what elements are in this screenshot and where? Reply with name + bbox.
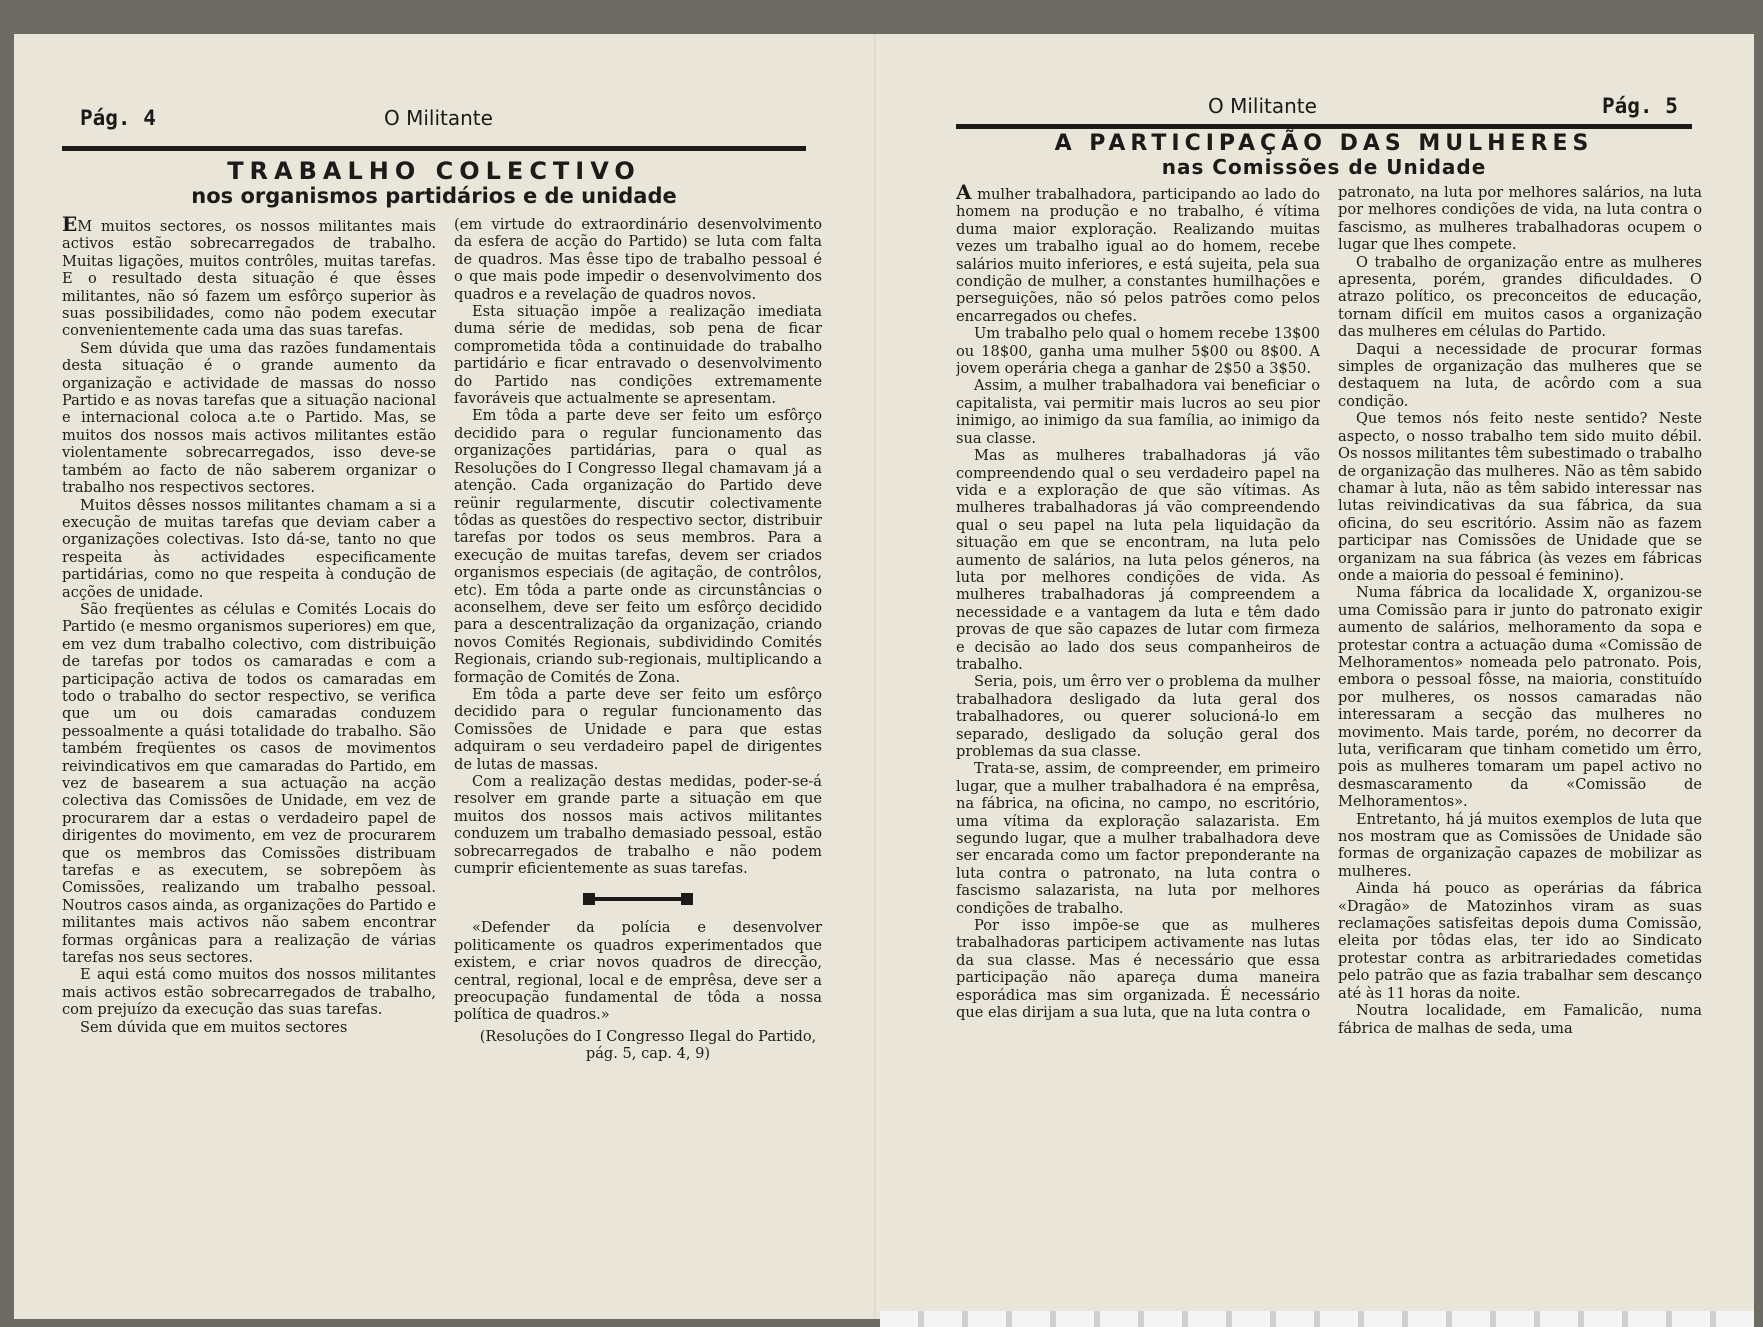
right-col2-paragraph: Entretanto, há já muitos exemplos de luta que nos mostram que as Comissões de Unidade são formas de organização capazes de mobilizar as mulheres. [1338, 810, 1702, 880]
newspaper-spread [14, 34, 1754, 1319]
left-article-body [62, 216, 832, 1296]
left-col1-paragraph: E aqui está como muitos dos nossos militantes mais activos estão sobrecarregados de trabalho, com prejuízo da execução das suas tarefas. [62, 966, 436, 1019]
left-page-number: Pág. 4 [80, 106, 156, 130]
right-col1-paragraph: Assim, a mulher trabalhadora vai beneficiar o capitalista, vai permitir mais lucros ao seu pior inimigo, ao inimigo da sua família, ao inimigo da sua classe. [956, 377, 1320, 447]
quote-text: «Defender da polícia e desenvolver politicamente os quadros experimentados que existem, e criar novos quadros de direcção, central, regional, local e de emprêsa, deve ser a preocupação fundamental de tôda a nossa política de quadros.» [454, 919, 822, 1024]
left-col1-paragraph: Sem dúvida que em muitos sectores [80, 1018, 348, 1036]
right-col2-paragraph: Noutra localidade, em Famalicão, numa fábrica de malhas de seda, uma [1338, 1002, 1702, 1037]
right-col1-paragraph: mulher trabalhadora, participando ao lado do homem na produção e no trabalho, é vítima duma maior exploração. Realizando muitas vezes um trabalho igual ao do homem, recebe salários muito inferiores, e está sujeita, pela sua condição de mulher, a constantes humilhações e perseguições, não só pelos patrões como pelos encarregados ou chefes. [956, 186, 1320, 325]
left-column-2 [454, 216, 822, 1296]
scan-calibration-strip [880, 1311, 1754, 1327]
left-col2-paragraph: Em tôda a parte deve ser feito um esfôrço decidido para o regular funcionamento das Comissões de Unidade e para que estas adquiram o seu verdadeiro papel de dirigentes de lutas de massas. [454, 685, 822, 773]
left-col2-paragraph: Com a realização destas medidas, poder-se-á resolver em grande parte a situação em que muitos dos nossos mais activos militantes conduzem um trabalho demasiado pessoal, estão sobrecarregados de trabalho e não podem cumprir eficientemente as suas tarefas. [454, 773, 822, 878]
right-article-subtitle: nas Comissões de Unidade [1161, 155, 1487, 179]
right-col1-paragraph: Um trabalho pelo qual o homem recebe 13$00 ou 18$00, ganha uma mulher 5$00 ou 8$00. A jovem operária chega a ganhar de 2$50 a 3$50. [956, 325, 1320, 378]
left-col1-paragraph: São freqüentes as células e Comités Locais do Partido (e mesmo organismos superiores) em que, em vez dum trabalho colectivo, com distribuição de tarefas por todos os camaradas e com a participação activa de todos os camaradas em todo o trabalho do sector respectivo, se verifica que um ou dois camaradas conduzem pessoalmente a quási totalidade do trabalho. São também freqüentes os casos de movimentos reivindicativos em que camaradas do Partido, em vez de basearem a sua actuação na acção colectiva das Comissões de Unidade, em vez de procurarem dar a estas o verdadeiro papel de dirigentes do movimento, em vez de procurarem que os membros das Comissões distribuam tarefas e as executem, se sobrepõem às Comissões, realizando um trabalho pessoal. Noutros casos ainda, as organizações do Partido e militantes mais activos não sabem encontrar formas orgânicas para a realização de várias tarefas nos seus sectores. [62, 600, 436, 967]
right-col2-paragraph: Daqui a necessidade de procurar formas simples de organização das mulheres que se destaquem na luta, de acôrdo com a sua condição. [1338, 340, 1702, 410]
right-col2-paragraph: O trabalho de organização entre as mulheres apresenta, porém, grandes dificuldades. O atrazo político, os preconceitos de educação, tornam difícil em muitos casos a organização das mulheres em células do Partido. [1338, 253, 1702, 341]
left-paper-name: O Militante [384, 106, 493, 130]
quote-citation: (Resoluções do I Congresso Ilegal do Partido, pág. 5, cap. 4, 9) [479, 1027, 817, 1063]
left-header-rule [62, 146, 806, 151]
left-article-subtitle: nos organismos partidários e de unidade [191, 184, 677, 208]
right-col1-paragraph: Trata-se, assim, de compreender, em primeiro lugar, que a mulher trabalhadora é na emprêsa, na fábrica, na oficina, no campo, no escritório, uma vítima da exploração salazarista. Em segundo lugar, que a mulher trabalhadora deve ser encarada como um factor preponderante na luta contra o patronato, na luta contra o fascismo salazarista, na luta por melhores condições de trabalho. [956, 760, 1320, 917]
right-col2-paragraph: Numa fábrica da localidade X, organizou-se uma Comissão para ir junto do patronato exigir aumento de salários, melhoramento da sopa e protestar contra a actuação duma «Comissão de Melhoramentos» nomeada pelo patronato. Pois, embora o pessoal fôsse, na maioria, constituído por mulheres, os nossos camaradas não interessaram a secção das mulheres no movimento. Mais tarde, porém, no decorrer da luta, verificaram que tinham cometido um êrro, pois as mulheres tomaram um papel activo no desmascaramento da «Comissão de Melhoramentos». [1338, 584, 1702, 811]
left-drop-cap: E [62, 216, 78, 236]
right-col2-paragraph: patronato, na luta por melhores salários, na luta por melhores condições de vida, na luta contra o fascismo, as mulheres trabalhadoras ocupem o lugar que lhes compete. [1338, 184, 1702, 254]
ornament-separator [454, 893, 822, 905]
right-article-heading [956, 132, 1692, 179]
left-col1-paragraph: Sem dúvida que uma das razões fundamentais desta situação é o grande aumento da organização e actividade de massas do nosso Partido e as novas tarefas que a situação nacional e internacional coloca a.te o Partido. Mas, se muitos dos nossos mais activos militantes estão violentamente sobrecarregados, isso deve-se também ao facto de não saberem organizar o trabalho nos respectivos sectores. [62, 339, 436, 497]
left-col1-paragraph: Muitos dêsses nossos militantes chamam a si a execução de muitas tarefas que deviam caber a organizações colectivas. Isto dá-se, tanto no que respeita às actividades especificamente partidárias, como no que respeita à condução de acções de unidade. [62, 496, 436, 601]
right-col1-paragraph: Por isso impõe-se que as mulheres trabalhadoras participem activamente nas lutas da sua classe. Mas é necessário que essa participação não apareça duma maneira esporádica mas sim organizada. É necessário que elas dirijam a sua luta, que na luta contra o [956, 917, 1320, 1022]
left-article-title: TRABALHO COLECTIVO [227, 157, 641, 185]
right-paper-name: O Militante [1208, 94, 1317, 118]
right-article-body [956, 184, 1716, 1264]
right-column-2 [1338, 184, 1702, 1264]
right-column-1 [956, 184, 1320, 1264]
right-col2-paragraph: Ainda há pouco as operárias da fábrica «Dragão» de Matozinhos viram as suas reclamações satisfeitas depois duma Comissão, eleita por tôdas elas, ter ido ao Sindicato protestar contra as arbitrariedades cometidas pelo patrão que as fazia trabalhar sem descanço até às 11 horas da noite. [1338, 880, 1702, 1002]
right-page [876, 34, 1754, 1319]
right-col1-paragraph: Seria, pois, um êrro ver o problema da mulher trabalhadora desligado da luta geral dos trabalhadores, ou querer solucioná-lo em separado, desligado da solução geral dos problemas da sua classe. [956, 673, 1320, 760]
right-page-number: Pág. 5 [1602, 94, 1678, 118]
right-header-rule [956, 124, 1692, 129]
left-col2-paragraph: Esta situação impõe a realização imediata duma série de medidas, sob pena de ficar comprometida tôda a continuidade do trabalho partidário e ficar entravado o desenvolvimento do Partido nas condições extremamente favoráveis que actualmente se apresentam. [454, 303, 822, 408]
right-col2-paragraph: Que temos nós feito neste sentido? Neste aspecto, o nosso trabalho tem sido muito débil. Os nossos militantes têm subestimado o trabalho de organização das mulheres. Não as têm sabido chamar à luta, não as têm sabido interessar nas lutas reivindicativas da sua fábrica, da sua oficina, do seu escritório. Assim não as fazem participar nas Comissões de Unidade que se organizam na sua fábrica (às vezes em fábricas onde a maioria do pessoal é feminino). [1338, 410, 1702, 584]
left-col1-paragraph: M muitos sectores, os nossos militantes mais activos estão sobrecarregados de trabalho. Muitas ligações, muitos contrôles, muitas tarefas. E o resultado desta situação é que êsses militantes, não só fazem um esfôrço superior às suas possibilidades, como não podem executar convenientemente cada uma das suas tarefas. [62, 218, 436, 340]
left-page-header [62, 106, 808, 132]
left-col2-paragraph: (em virtude do extraordinário desenvolvimento da esfera de acção do Partido) se luta com falta de quadros. Mas êsse tipo de trabalho pessoal é o que mais pode impedir o desenvolvimento dos quadros e a revelação de quadros novos. [454, 216, 822, 303]
left-col2-paragraph: Em tôda a parte deve ser feito um esfôrço decidido para o regular funcionamento das organizações partidárias, para o qual as Resoluções do I Congresso Ilegal chamavam já a atenção. Cada organização do Partido deve reünir regularmente, discutir colectivamente tôdas as questões do respectivo sector, distribuir tarefas por todos os seus membros. Para a execução de muitas tarefas, devem ser criados organismos especiais (de agitação, de contrôlos, etc). Em tôda a parte onde as circunstâncias o aconselhem, deve ser feito um esfôrço decidido para a descentralização da organização, criando novos Comités Regionais, subdividindo Comités Regionais, criando sub-regionais, multiplicando a formação de Comités de Zona. [454, 407, 822, 686]
right-page-header [946, 94, 1692, 120]
right-drop-cap: A [956, 184, 972, 204]
right-col1-paragraph: Mas as mulheres trabalhadoras já vão compreendendo qual o seu verdadeiro papel na vida e a exploração de que são vítimas. As mulheres trabalhadoras já vão compreendendo qual o seu papel na luta pela liquidação da situação em que se encontram, na luta pelo aumento de salários, na luta pelos géneros, na luta por melhores condições de vida. As mulheres trabalhadoras já compreendem a necessidade e a vantagem da luta e têm dado provas de que são capazes de lutar com firmeza e decisão ao lado dos seus companheiros de trabalho. [956, 447, 1320, 673]
left-column-1 [62, 216, 436, 1296]
right-article-title: A PARTICIPAÇÃO DAS MULHERES [1054, 131, 1594, 156]
left-article-heading [62, 158, 806, 208]
left-page [14, 34, 876, 1319]
resolution-quote [454, 919, 822, 1062]
